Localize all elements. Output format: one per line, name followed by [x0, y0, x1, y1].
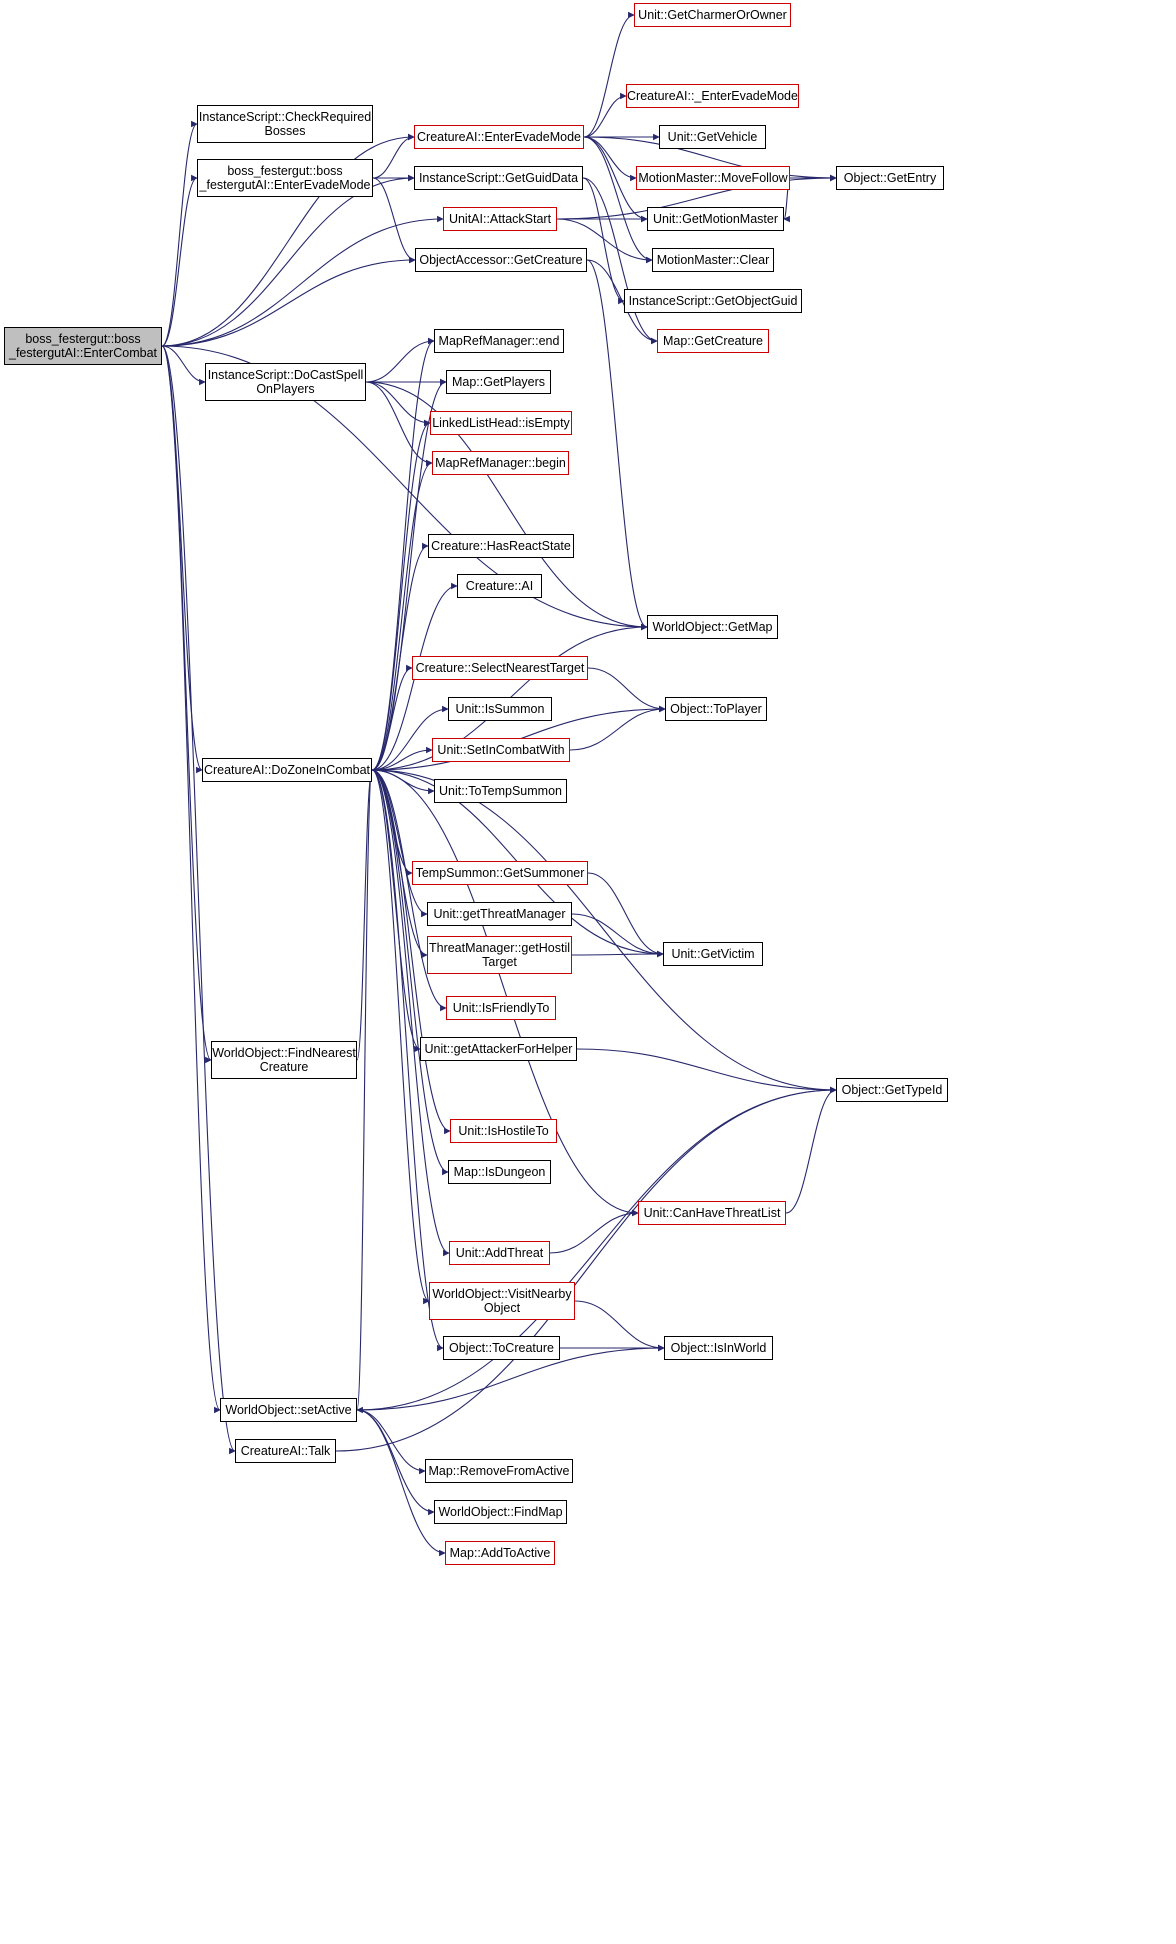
graph-edge — [572, 914, 663, 954]
graph-edge — [357, 1410, 434, 1512]
graph-node[interactable]: Creature::SelectNearestTarget — [412, 656, 588, 680]
graph-edge — [372, 750, 432, 770]
graph-edge — [372, 341, 434, 770]
graph-edge — [372, 382, 446, 770]
graph-edge — [366, 341, 434, 382]
graph-edge — [162, 346, 205, 382]
graph-edge — [336, 1090, 836, 1451]
graph-edge — [372, 770, 427, 914]
graph-node[interactable]: Unit::getAttackerForHelper — [420, 1037, 577, 1061]
graph-edge — [587, 260, 647, 627]
graph-node[interactable]: WorldObject::FindNearest Creature — [211, 1041, 357, 1079]
graph-edge — [162, 346, 211, 1060]
graph-edge — [372, 770, 434, 791]
graph-edge — [786, 1090, 836, 1213]
graph-node[interactable]: MotionMaster::MoveFollow — [636, 166, 790, 190]
graph-node[interactable]: Unit::GetCharmerOrOwner — [634, 3, 791, 27]
graph-node[interactable]: Unit::ToTempSummon — [434, 779, 567, 803]
graph-edge — [372, 423, 430, 770]
graph-edge — [162, 260, 415, 346]
graph-edge — [372, 770, 638, 1213]
graph-node[interactable]: Unit::IsHostileTo — [450, 1119, 557, 1143]
graph-edge — [162, 346, 220, 1410]
graph-edge — [366, 382, 430, 423]
graph-edge — [570, 709, 665, 750]
graph-node[interactable]: WorldObject::setActive — [220, 1398, 357, 1422]
graph-node[interactable]: TempSummon::GetSummoner — [412, 861, 588, 885]
graph-node[interactable]: Map::GetCreature — [657, 329, 769, 353]
graph-node[interactable]: boss_festergut::boss _festergutAI::EnterEvadeMode — [197, 159, 373, 197]
graph-node[interactable]: MotionMaster::Clear — [652, 248, 774, 272]
graph-node[interactable]: boss_festergut::boss _festergutAI::EnterCombat — [4, 327, 162, 365]
graph-node[interactable]: CreatureAI::Talk — [235, 1439, 336, 1463]
graph-node[interactable]: Unit::GetMotionMaster — [647, 207, 784, 231]
graph-node[interactable]: MapRefManager::end — [434, 329, 564, 353]
graph-node[interactable]: MapRefManager::begin — [432, 451, 569, 475]
graph-node[interactable]: WorldObject::VisitNearby Object — [429, 1282, 575, 1320]
graph-edge — [162, 346, 235, 1451]
graph-node[interactable]: Object::IsInWorld — [664, 1336, 773, 1360]
graph-edge — [372, 770, 449, 1253]
graph-edge — [588, 873, 663, 954]
graph-edge — [550, 1213, 638, 1253]
graph-node[interactable]: CreatureAI::EnterEvadeMode — [414, 125, 584, 149]
graph-edge — [366, 382, 432, 463]
graph-node[interactable]: Unit::GetVictim — [663, 942, 763, 966]
graph-edge — [584, 15, 634, 137]
graph-edge — [357, 770, 372, 1410]
graph-edge — [357, 1410, 425, 1471]
graph-node[interactable]: Map::GetPlayers — [446, 370, 551, 394]
graph-edge — [575, 1301, 664, 1348]
graph-node[interactable]: Unit::IsFriendlyTo — [446, 996, 556, 1020]
graph-edge — [583, 178, 624, 301]
graph-edge — [372, 770, 429, 1301]
graph-edge — [372, 770, 420, 1049]
graph-node[interactable]: Object::GetTypeId — [836, 1078, 948, 1102]
graph-node[interactable]: Map::RemoveFromActive — [425, 1459, 573, 1483]
graph-node[interactable]: Creature::HasReactState — [428, 534, 574, 558]
graph-node[interactable]: ObjectAccessor::GetCreature — [415, 248, 587, 272]
graph-edge — [584, 137, 652, 260]
graph-node[interactable]: InstanceScript::GetObjectGuid — [624, 289, 802, 313]
graph-edge — [572, 954, 663, 955]
graph-node[interactable]: Object::ToCreature — [443, 1336, 560, 1360]
graph-node[interactable]: Unit::IsSummon — [448, 697, 552, 721]
graph-edge — [372, 463, 432, 770]
graph-edge — [162, 178, 197, 346]
graph-edge — [372, 668, 412, 770]
graph-node[interactable]: LinkedListHead::isEmpty — [430, 411, 572, 435]
graph-edge — [357, 770, 372, 1060]
graph-node[interactable]: Unit::GetVehicle — [659, 125, 766, 149]
graph-edge — [583, 178, 657, 341]
graph-node[interactable]: WorldObject::GetMap — [647, 615, 778, 639]
graph-node[interactable]: InstanceScript::DoCastSpell OnPlayers — [205, 363, 366, 401]
graph-node[interactable]: Unit::CanHaveThreatList — [638, 1201, 786, 1225]
graph-node[interactable]: WorldObject::FindMap — [434, 1500, 567, 1524]
graph-node[interactable]: ThreatManager::getHostil Target — [427, 936, 572, 974]
graph-node[interactable]: UnitAI::AttackStart — [443, 207, 557, 231]
graph-edge — [162, 124, 197, 346]
graph-edge — [162, 178, 414, 346]
graph-node[interactable]: CreatureAI::DoZoneInCombat — [202, 758, 372, 782]
graph-node[interactable]: Object::GetEntry — [836, 166, 944, 190]
graph-node[interactable]: Unit::getThreatManager — [427, 902, 572, 926]
graph-edge — [357, 1090, 836, 1410]
graph-node[interactable]: Map::AddToActive — [445, 1541, 555, 1565]
graph-edge — [577, 1049, 836, 1090]
graph-edge — [162, 219, 443, 346]
graph-edge — [588, 668, 665, 709]
graph-node[interactable]: Object::ToPlayer — [665, 697, 767, 721]
graph-edge — [373, 137, 414, 178]
graph-edge — [162, 346, 202, 770]
graph-node[interactable]: Map::IsDungeon — [448, 1160, 551, 1184]
graph-edge — [373, 178, 415, 260]
graph-node[interactable]: Unit::SetInCombatWith — [432, 738, 570, 762]
graph-node[interactable]: Creature::AI — [457, 574, 542, 598]
graph-node[interactable]: InstanceScript::GetGuidData — [414, 166, 583, 190]
graph-node[interactable]: CreatureAI::_EnterEvadeMode — [626, 84, 799, 108]
graph-edge — [372, 770, 412, 873]
graph-edge — [584, 137, 636, 178]
graph-edge — [584, 96, 626, 137]
graph-node[interactable]: InstanceScript::CheckRequired Bosses — [197, 105, 373, 143]
graph-node[interactable]: Unit::AddThreat — [449, 1241, 550, 1265]
